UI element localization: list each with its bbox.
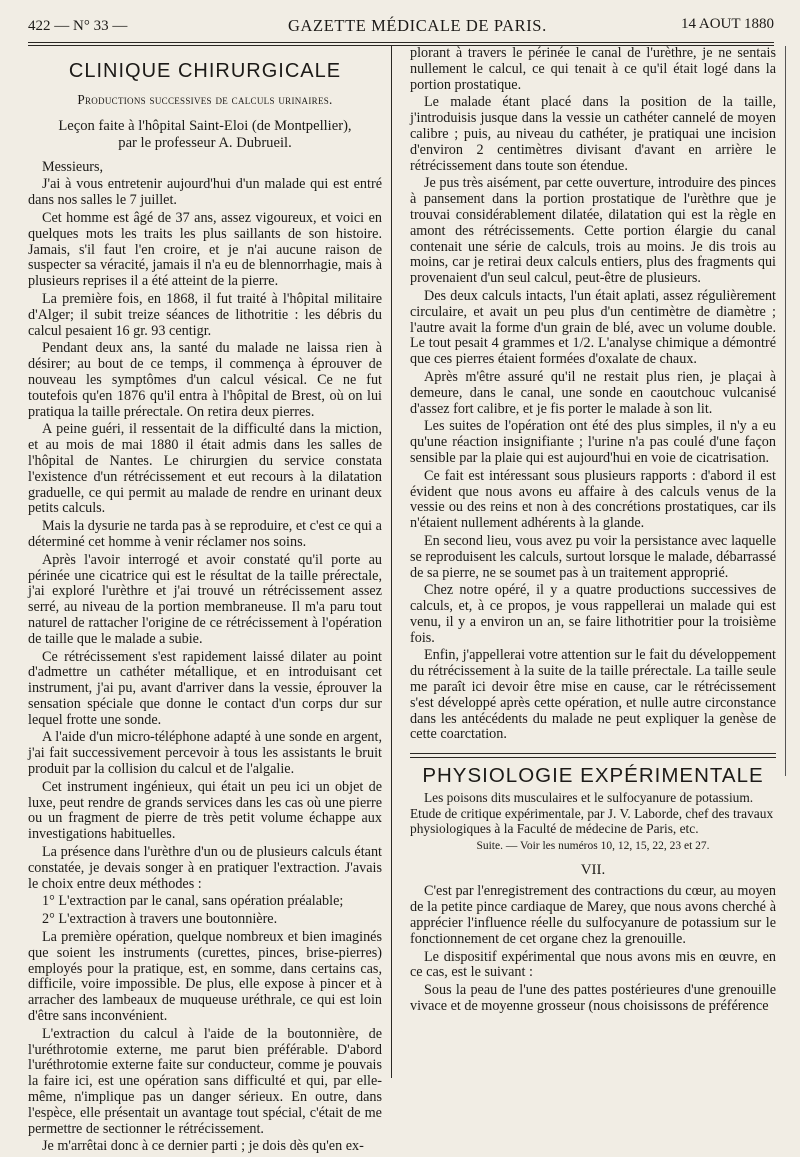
page-number: 422 <box>28 18 51 34</box>
lecture-line-2: par le professeur A. Dubrueil. <box>118 134 292 151</box>
paragraph: A l'aide d'un micro-téléphone adapté à une sonde en argent, j'ai fait successivement percevoir à tous les assistants le bruit produit par la collision du calcul et de l'algalie. <box>28 729 382 778</box>
paragraph: Cet homme est âgé de 37 ans, assez vigoureux, et voici en quelques mots les traits les plus saillants de son histoire. Jamais, s'il faut l'en croire, et je n'ai aucune raison de suspecter sa véracité, jamais il n'a eu de blennorrhagie, mais à plusieurs reprises il a été atteint de la pierre. <box>28 209 382 290</box>
section-separator-double <box>410 757 776 758</box>
paragraph: A peine guéri, il ressentait de la difficulté dans la miction, et au mois de mai 1880 il était admis dans les salles de l'hôpital de Nantes. Le chirurgien du service constata l'existence d'un rétrécissement et eut recours à la dilatation graduelle, ce qui permit au malade de rendre en urinant deux petits calculs. <box>28 421 382 517</box>
paragraph: Cet instrument ingénieux, qui était un peu ici un objet de luxe, peut rendre de grands services dans les cas où une pierre ou un fragment de pierre de très petit volume échappe aux investigations habituelles. <box>28 778 382 843</box>
paragraph: Ce fait est intéressant sous plusieurs rapports : d'abord il est évident que nous avons eu affaire à des calculs venus de la vessie ou des reins et non à des concrétions prostatiques, car ils n'étaient nullement adhérents à la glande. <box>410 467 776 532</box>
paragraph: Les suites de l'opération ont été des plus simples, il n'y a eu qu'une réaction insignifiante ; l'urine n'a pas coulé d'une façon sensible par la plaie qui est aujourd'hui en voie de cicatrisation. <box>410 418 776 466</box>
paragraph: C'est par l'enregistrement des contractions du cœur, au moyen de la petite pince cardiaque de Marey, que nous avons cherché à apprécier l'influence réelle du sulfocyanure de potassium sur le fonctionnement de cet organe chez la grenouille. <box>410 883 776 947</box>
paragraph: plorant à travers le périnée le canal de l'urèthre, je ne sentais nullement le calcul, ce qui tenait à ce qu'il était logé dans la portion prostatique. <box>410 45 776 93</box>
paragraph: Je pus très aisément, par cette ouverture, introduire des pinces à pansement dans la portion prostatique de l'urèthre que je trouvai considérablement dilatée, dilatation qui est la règle en amont des rétrécissements. Cette portion élargie du canal contenait une série de calculs, trois au moins. Je dis trois au moins, car je retirai deux calculs entiers, plus des fragments qui provenaient d'un seul calcul, peut-être de plusieurs. <box>410 175 776 287</box>
paragraph: La présence dans l'urèthre d'un ou de plusieurs calculs étant constatée, je devais songer à en pratiquer l'extraction. J'avais le choix entre deux méthodes : <box>28 844 382 892</box>
list-item: 2° L'extraction à travers une boutonnière. <box>42 911 278 928</box>
column-divider <box>391 46 392 1078</box>
paragraph: Mais la dysurie ne tarda pas à se reproduire, et c'est ce qui a déterminé cet homme à venir réclamer nos soins. <box>28 518 382 550</box>
paragraph: La première fois, en 1868, il fut traité à l'hôpital militaire d'Alger; il subit treize séances de lithotritie : les débris du calcul pesaient 16 gr. 93 centigr. <box>28 290 382 339</box>
continuation-note: Suite. — Voir les numéros 10, 12, 15, 22, 23 et 27. <box>476 839 710 852</box>
salutation: Messieurs, <box>42 158 104 175</box>
section-title-clinique: CLINIQUE CHIRURGICALE <box>68 60 342 82</box>
paragraph: Le dispositif expérimental que nous avons mis en œuvre, en ce cas, est le suivant : <box>410 948 776 981</box>
paragraph: Le malade étant placé dans la position de la taille, j'introduisis jusque dans la vessie un cathéter cannelé de moyen calibre ; puis, au niveau du cathéter, je pratiquai une incision d'environ 2 centimètres divisant d'avant en arrière le rétrécissement dans toute son étendue. <box>410 94 776 174</box>
page-number-issue <box>28 18 127 35</box>
paragraph: Des deux calculs intacts, l'un était aplati, assez régulièrement circulaire, et avait un peu plus d'un centimètre de diamètre ; l'autre avait la forme d'un grain de blé, avec un volume double. Le tout pesait 4 grammes et 1/2. L'analyse chimique a démontré que ces pierres étaient formées d'oxalate de chaux. <box>410 287 776 368</box>
paragraph: L'extraction du calcul à l'aide de la boutonnière, de l'uréthrotomie externe, me parut bien préférable. D'abord l'uréthrotomie externe faite sur conducteur, comme je pouvais la faire ici, est une opération sans difficulté et qui, par elle-même, n'implique pas un danger sérieux. En outre, dans l'espèce, elle présentait un avantage tout spécial, c'était de me permettre de sectionner le rétrécissement. <box>28 1025 382 1137</box>
paragraph: Pendant deux ans, la santé du malade ne laissa rien à désirer; au bout de ce temps, il commença à éprouver de nouveau les symptômes d'un calcul vésical. Ce ne fut toutefois qu'en 1876 qu'il entra à l'hôpital de Brest, où on lui pratiqua la taille prérectale. On retira deux pierres. <box>28 340 382 420</box>
list-item: 1° L'extraction par le canal, sans opération préalable; <box>42 893 344 910</box>
article-subtitle: Productions successives de calculs urinaires. <box>77 91 333 107</box>
paragraph: Je m'arrêtai donc à ce dernier parti ; je dois dès qu'en ex- <box>42 1138 364 1155</box>
issue-date: 14 AOUT 1880 <box>680 16 774 32</box>
paragraph: Chez notre opéré, il y a quatre productions successives de calculs, et, à ce propos, je vous rappellerai un malade qui est venu, il y a environ un an, se faire lithotritier pour la troisième fois. <box>410 582 776 646</box>
paragraph: Après m'être assuré qu'il ne restait plus rien, je plaçai à demeure, dans le canal, une sonde en caoutchouc vulcanisé d'assez fort calibre, et je fis porter le malade à son lit. <box>410 368 776 417</box>
left-column <box>28 46 382 1157</box>
lecture-line-1: Leçon faite à l'hôpital Saint-Eloi (de Montpellier), <box>58 117 352 134</box>
right-column <box>410 46 776 1017</box>
paragraph: En second lieu, vous avez pu voir la persistance avec laquelle se reproduisent les calculs, surtout lorsque le malade, débarrassé de sa pierre, ne se soumet pas à un traitement approprié. <box>410 532 776 581</box>
paragraph: J'ai à vous entretenir aujourd'hui d'un malade qui est entré dans nos salles le 7 juillet. <box>28 176 382 209</box>
paragraph: Enfin, j'appellerai votre attention sur le fait du développement du rétrécissement à la suite de la taille prérectale. La taille seule me paraît ici devoir être mise en cause, car le rétrécissement s'est développé après cette opération, et nulle autre circonstance dans les antécédents du malade ne peut expliquer la genèse de cette coarctation. <box>410 647 776 743</box>
right-margin-rule <box>785 46 786 776</box>
section-title-physiologie: PHYSIOLOGIE EXPÉRIMENTALE <box>422 764 764 788</box>
paragraph: Sous la peau de l'une des pattes postérieures d'une grenouille vivace et de moyenne grosseur (nous choisissons de préférence <box>410 982 776 1015</box>
section-separator <box>410 753 776 754</box>
running-header <box>28 12 774 40</box>
article-subtitle-physiologie: Les poisons dits musculaires et le sulfocyanure de potassium. Etude de critique expérimentale, par J. V. Laborde, chef des travaux physiologiques à la Faculté de médecine de Paris, etc. <box>410 790 774 837</box>
lecture-byline <box>28 118 382 152</box>
chapter-number: VII. <box>580 861 606 878</box>
header-rule <box>28 42 774 43</box>
paragraph: Ce rétrécissement s'est rapidement laissé dilater au point d'admettre un cathéter métallique, et en introduisant cet instrument, j'ai pu, avant d'arriver dans la vessie, éprouver la sensation spéciale que donne le contact d'un corps dur sur lequel frotte une sonde. <box>28 648 382 728</box>
issue-number: — N° 33 — <box>54 18 128 34</box>
journal-title: GAZETTE MÉDICALE DE PARIS. <box>288 16 547 35</box>
paragraph: Après l'avoir interrogé et avoir constaté qu'il porte au périnée une cicatrice qui est le résultat de la taille prérectale, j'ai exploré l'urèthre et j'ai trouvé un rétrécissement assez serré, au niveau de la portion membraneuse. Il m'a paru tout naturel de rattacher l'origine de ce rétrécissement à l'opération de taille que le malade a subie. <box>28 551 382 647</box>
paragraph: La première opération, quelque nombreux et bien imaginés que soient les instruments (curettes, pinces, brise-pierres) employés pour la pratique, est, en somme, dans certains cas, difficile, voire impossible. De plus, elle expose à pincer et à arracher des lambeaux de muqueuse uréthrale, ce qui est loin d'être sans inconvénient. <box>28 929 382 1025</box>
